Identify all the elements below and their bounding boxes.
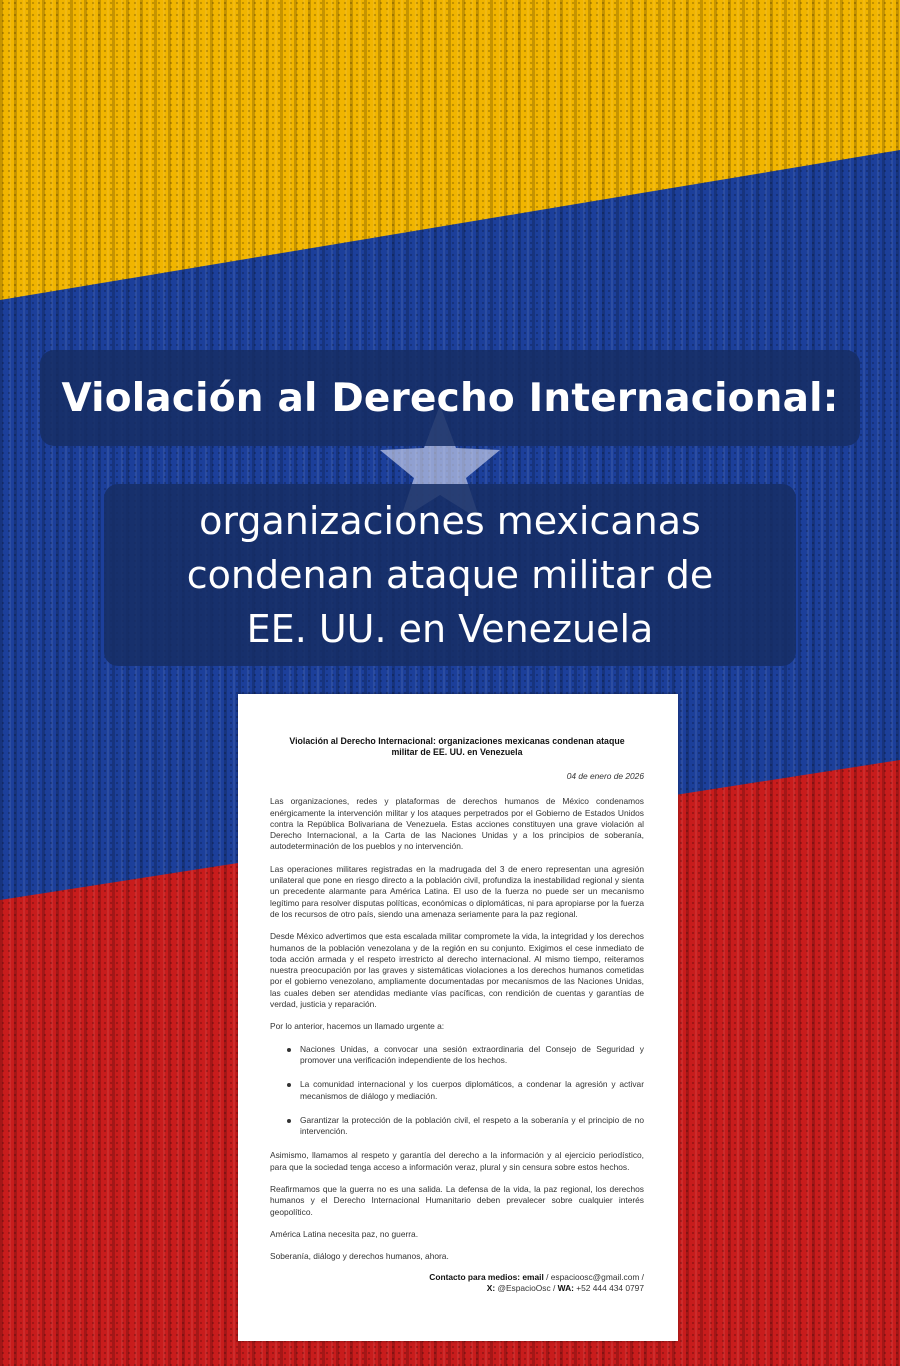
list-item: Garantizar la protección de la población civil, el respeto a la soberanía y el principio de no intervención. — [300, 1114, 644, 1137]
media-contact — [270, 1272, 644, 1295]
contact-wa-label: WA: — [557, 1282, 574, 1293]
headline-line-1: Violación al Derecho Internacional: — [61, 375, 839, 421]
contact-x-handle[interactable]: @EspacioOsc / — [495, 1282, 558, 1293]
paragraph: América Latina necesita paz, no guerra. — [270, 1228, 419, 1239]
paragraph: Desde México advertimos que esta escalada militar compromete la vida, la integridad y los derechos humanos de la población venezolana y de la región en su conjunto. Exigimos el cese inmediato de toda acción armada y el respeto irrestricto al derecho internacional. Al mismo tiempo, reiteramos nuestra preocupación por las graves y sistemáticas violaciones a los derechos humanos cometidas por el gobierno venezolano, ampliamente documentadas por mecanismos de las Naciones Unidas, las cuales deben ser atendidas mediante vías pacíficas, con rendición de cuentas y garantías de verdad, justicia y reparación. — [270, 931, 644, 1010]
document-title: Violación al Derecho Internacional: organizaciones mexicanas condenan ataque militar de EE. UU. en Venezuela — [289, 736, 625, 757]
headline-line-3: condenan ataque militar de — [186, 553, 714, 597]
headline-line-4: EE. UU. en Venezuela — [246, 607, 654, 651]
headline-line-2: organizaciones mexicanas — [199, 499, 701, 543]
headline-box-2 — [104, 484, 796, 666]
headline-box-1 — [40, 350, 860, 446]
paragraph: Asimismo, llamamos al respeto y garantía del derecho a la información y al ejercicio periodístico, para que la sociedad tenga acceso a información veraz, plural y sin censura sobre estos hechos. — [270, 1150, 644, 1172]
list-item: La comunidad internacional y los cuerpos diplomáticos, a condenar la agresión y activar mecanismos de diálogo y mediación. — [300, 1079, 644, 1101]
paragraph: Soberanía, diálogo y derechos humanos, ahora. — [270, 1251, 449, 1262]
contact-email-label: email — [522, 1271, 544, 1282]
contact-wa[interactable]: +52 444 434 0797 — [573, 1282, 644, 1293]
paragraph: Las operaciones militares registradas en la madrugada del 3 de enero representan una agresión unilateral que pone en riesgo directo a la población civil, profundiza la inestabilidad regional y sienta un precedente alarmante para América Latina. El uso de la fuerza no puede ser un mecanismo legítimo para resolver disputas políticas, económicas o diplomáticas, ni para apropiarse por la fuerza de los recursos de otro país, siendo una amenaza seriamente para la paz regional. — [270, 863, 644, 919]
contact-x-label: X: — [486, 1282, 496, 1293]
paragraph: Las organizaciones, redes y plataformas de derechos humanos de México condenamos enérgicamente la intervención militar y los ataques perpetrados por el Gobierno de Estados Unidos contra la República Bolivariana de Venezuela. Estas acciones constituyen una grave violación al Derecho Internacional, a la Carta de las Naciones Unidas y a los principios de soberanía, autodeterminación de los pueblos y no intervención. — [270, 796, 644, 852]
document-date: 04 de enero de 2026 — [566, 771, 644, 781]
contact-email[interactable]: / espacioosc@gmail.com / — [543, 1271, 644, 1282]
demands-list — [270, 1044, 644, 1138]
press-release-document — [238, 694, 678, 1341]
contact-label: Contacto para medios: — [429, 1271, 521, 1282]
paragraph: Por lo anterior, hacemos un llamado urgente a: — [270, 1021, 445, 1032]
list-item: Naciones Unidas, a convocar una sesión extraordinaria del Consejo de Seguridad y promover una verificación independiente de los hechos. — [300, 1043, 644, 1065]
paragraph: Reafirmamos que la guerra no es una salida. La defensa de la vida, la paz regional, los derechos humanos y el Derecho Internacional Humanitario deben prevalecer sobre cualquier interés geopolítico. — [270, 1184, 644, 1217]
